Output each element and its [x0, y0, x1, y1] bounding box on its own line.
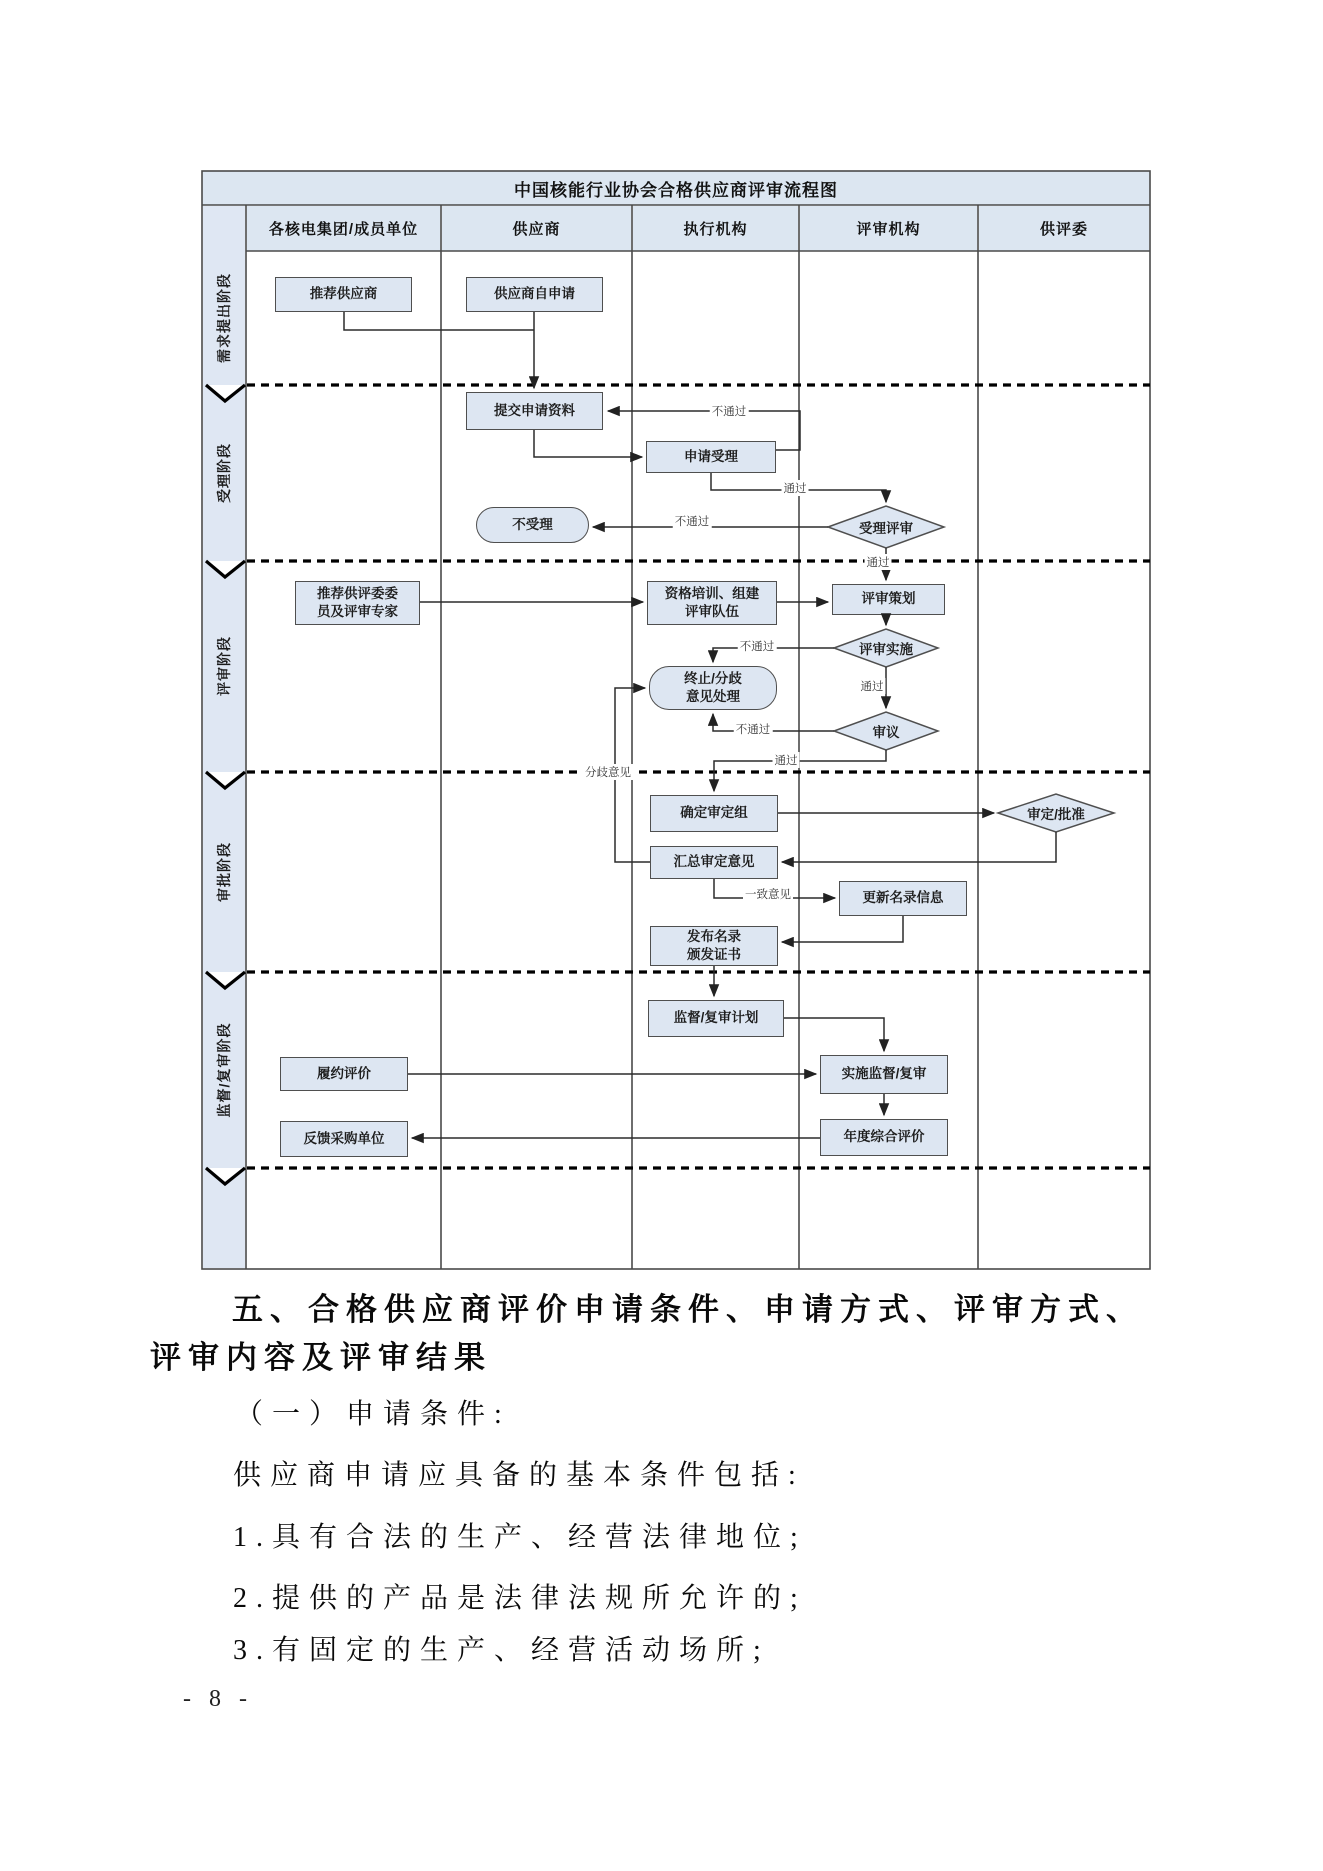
- diamond-label-approval: 审定/批准: [1027, 807, 1085, 822]
- node-label: 发布名录颁发证书: [687, 928, 741, 962]
- stage-label-review: 评审阶段: [216, 636, 232, 696]
- node-update-directory-info: 更新名录信息: [839, 881, 967, 916]
- node-label: 终止/分歧意见处理: [684, 670, 742, 704]
- stage-boundary-dashed-lines: [247, 385, 1150, 1168]
- node-feedback-purchasing-units: 反馈采购单位: [280, 1121, 408, 1157]
- node-supervision-review-plan: 监督/复审计划: [648, 1000, 784, 1037]
- column-header-executor: 执行机构: [633, 206, 798, 251]
- section-heading-line2: 评审内容及评审结果: [150, 1340, 492, 1375]
- column-header-reviewer: 评审机构: [800, 206, 977, 251]
- column-header-committee: 供评委: [979, 206, 1149, 251]
- stage-chevrons: [206, 385, 245, 1184]
- list-item-2: 2.提供的产品是法律法规所允许的;: [233, 1583, 807, 1614]
- stage-label-demand: 需求提出阶段: [216, 273, 232, 363]
- section-heading-line1: 五、合格供应商评价申请条件、申请方式、评审方式、: [232, 1292, 1144, 1327]
- grid-lines: [202, 171, 1150, 1269]
- edge-label-pass-3: 通过: [859, 678, 886, 694]
- diamond-label-review-implementation: 评审实施: [859, 642, 913, 657]
- node-summarize-approval-opinions: 汇总审定意见: [650, 846, 778, 879]
- stage-label-acceptance: 受理阶段: [216, 443, 232, 503]
- column-header-groups: 各核电集团/成员单位: [247, 206, 440, 251]
- list-item-1: 1.具有合法的生产、经营法律地位;: [233, 1522, 807, 1553]
- edge-label-consensus-opinion: 一致意见: [743, 886, 793, 902]
- stage-label-approval: 审批阶段: [216, 842, 232, 902]
- edge-label-dispute-opinion: 分歧意见: [583, 764, 633, 780]
- edge-label-fail-2: 不通过: [673, 513, 712, 529]
- node-review-planning: 评审策划: [832, 584, 945, 615]
- node-annual-comprehensive-evaluation: 年度综合评价: [820, 1119, 948, 1156]
- node-application-acceptance: 申请受理: [646, 441, 776, 473]
- node-submit-application: 提交申请资料: [466, 392, 603, 430]
- stage-label-supervision: 监督/复审阶段: [216, 1022, 232, 1118]
- node-label: 资格培训、组建评审队伍: [664, 585, 760, 619]
- paragraph-basic-conditions-intro: 供应商申请应具备的基本条件包括:: [233, 1460, 805, 1491]
- node-performance-evaluation: 履约评价: [280, 1057, 408, 1091]
- flowchart-title: 中国核能行业协会合格供应商评审流程图: [202, 171, 1150, 205]
- edge-label-pass-4: 通过: [773, 752, 800, 768]
- edge-label-pass-2: 通过: [865, 554, 892, 570]
- edge-label-fail-4: 不通过: [734, 721, 773, 737]
- edge-label-pass-1: 通过: [782, 480, 809, 496]
- node-supplier-self-apply: 供应商自申请: [466, 277, 603, 312]
- column-header-supplier: 供应商: [442, 206, 631, 251]
- edge-label-fail-3: 不通过: [738, 638, 777, 654]
- diamond-label-acceptance-review: 受理评审: [859, 521, 913, 536]
- paragraph-application-conditions: （一）申请条件:: [235, 1399, 511, 1430]
- page-number: - 8 -: [183, 1686, 253, 1712]
- node-implement-supervision-review: 实施监督/复审: [820, 1055, 948, 1094]
- node-not-accepted: 不受理: [476, 507, 589, 543]
- flow-connectors: [344, 312, 1056, 1138]
- list-item-3: 3.有固定的生产、经营活动场所;: [233, 1635, 770, 1666]
- node-determine-approval-group: 确定审定组: [650, 795, 778, 832]
- node-label: 推荐供评委委员及评审专家: [317, 585, 398, 619]
- diamond-label-deliberation: 审议: [872, 725, 900, 740]
- node-recommend-supplier: 推荐供应商: [275, 277, 412, 312]
- edge-label-fail-1: 不通过: [710, 403, 749, 419]
